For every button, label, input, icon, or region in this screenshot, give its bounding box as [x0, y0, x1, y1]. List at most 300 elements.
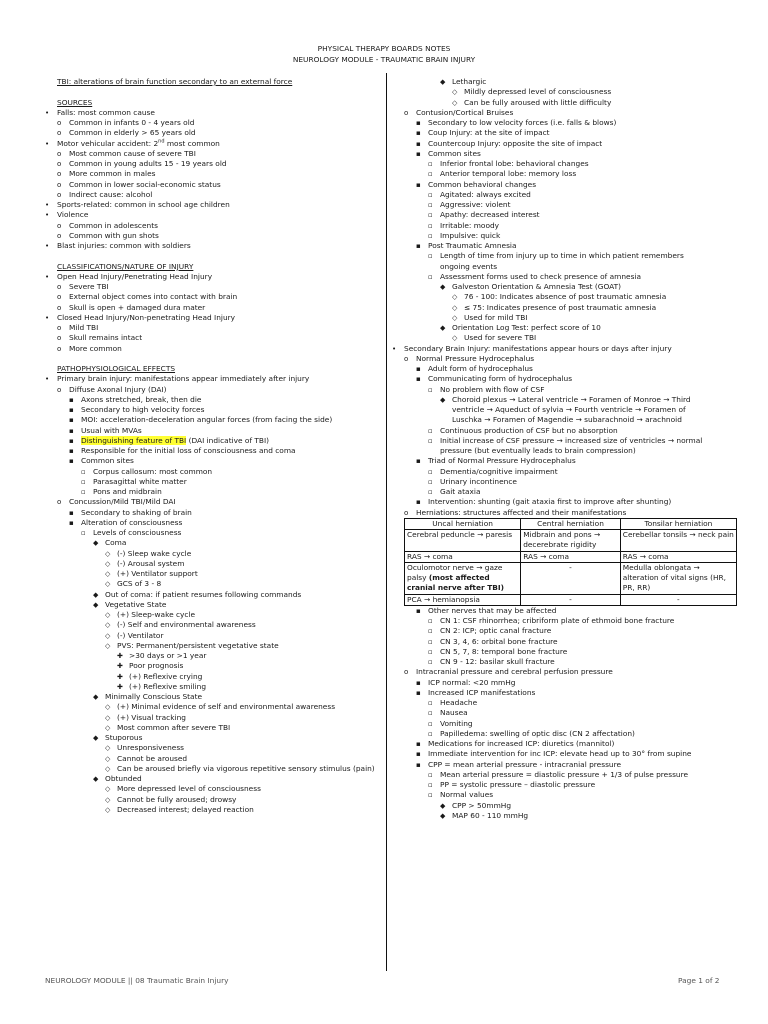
- text-segment: Common sites: [428, 148, 481, 158]
- bullet-icon: [428, 467, 433, 477]
- table-cell: RAS → coma: [521, 551, 621, 562]
- text-segment: Immediate intervention for inc ICP: elevate head up to 30° from supine: [428, 749, 692, 759]
- bullet-icon: [416, 180, 421, 190]
- list-item-text: [69, 323, 98, 333]
- bullet-icon: [416, 364, 421, 374]
- text-segment: Skull is open + damaged dura mater: [69, 302, 206, 312]
- list-item-text: [81, 436, 269, 446]
- list-item: [392, 739, 737, 749]
- list-item-text: [464, 333, 536, 343]
- list-item: [392, 446, 737, 456]
- list-item-text: [57, 364, 175, 374]
- list-item-text: [404, 344, 672, 354]
- text-segment: (+) Visual tracking: [117, 712, 186, 722]
- list-item: [392, 364, 737, 374]
- list-item-text: [81, 395, 201, 405]
- list-item-text: [81, 456, 134, 466]
- list-item-text: [464, 292, 666, 302]
- text-segment: MOI: acceleration-deceleration angular forces (from facing the side): [81, 415, 333, 425]
- list-item-text: [464, 313, 527, 323]
- list-item: [392, 395, 737, 405]
- spacer: [45, 354, 380, 364]
- bullet-icon: [105, 620, 110, 630]
- text-segment: Pons and midbrain: [93, 487, 162, 496]
- list-item-text: [57, 374, 309, 384]
- table-row: [405, 551, 737, 562]
- list-item-text: [69, 118, 194, 128]
- text-segment: Vomiting: [440, 718, 473, 728]
- bullet-icon: [428, 385, 433, 395]
- text-segment: Can be aroused briefly via vigorous repetitive sensory stimulus (pain): [117, 763, 375, 773]
- table-cell: RAS → coma: [620, 551, 736, 562]
- table-row: [405, 594, 737, 605]
- bullet-icon: [57, 344, 61, 354]
- list-item: [45, 282, 380, 292]
- list-item-text: [428, 241, 517, 251]
- text-segment: Secondary to high velocity forces: [81, 405, 205, 414]
- bullet-icon: [105, 723, 110, 733]
- bullet-icon: [428, 616, 433, 626]
- list-item-text: [428, 688, 535, 698]
- list-item: [45, 764, 380, 774]
- bullet-icon: [440, 77, 445, 87]
- text-segment: (-) Ventilator: [117, 630, 164, 640]
- list-item: [45, 210, 380, 220]
- spacer: [45, 251, 380, 261]
- bullet-icon: [93, 600, 98, 610]
- right-column: [392, 77, 737, 821]
- list-item: [45, 682, 380, 692]
- text-segment: Countercoup Injury: opposite the site of impact: [428, 138, 603, 148]
- bullet-icon: [416, 606, 421, 616]
- list-item: [45, 180, 380, 190]
- list-item-text: [117, 764, 375, 774]
- text-segment: (-) Self and environmental awareness: [117, 620, 256, 630]
- text-segment: Motor vehicular accident: 2: [57, 138, 159, 148]
- list-item: [45, 754, 380, 764]
- text-segment: Galveston Orientation & Amnesia Test (GOAT): [452, 282, 622, 291]
- list-item: [392, 200, 737, 210]
- list-item: [392, 456, 737, 466]
- text-segment: Most common after severe TBI: [117, 722, 231, 732]
- bullet-icon: [452, 87, 457, 97]
- bullet-icon: [416, 749, 421, 759]
- list-item-text: [428, 497, 671, 507]
- list-item: [392, 616, 737, 626]
- list-item-text: [440, 426, 618, 436]
- text-segment: More common in males: [69, 169, 156, 179]
- text-segment: (-) Sleep wake cycle: [117, 548, 192, 558]
- list-item-text: [452, 282, 621, 292]
- list-item: [45, 651, 380, 661]
- list-item: [392, 272, 737, 282]
- list-item-text: [69, 333, 142, 343]
- list-item-text: [440, 719, 473, 729]
- bullet-icon: [428, 780, 433, 790]
- bullet-icon: [93, 692, 98, 702]
- list-item-text: [57, 210, 88, 220]
- list-item-text: [69, 149, 196, 159]
- text-segment: Concussion/Mild TBI/Mild DAI: [69, 497, 176, 507]
- list-item: [392, 385, 737, 395]
- text-segment: PATHOPHYSIOLOGICAL EFFECTS: [57, 364, 176, 373]
- text-segment: Adult form of hydrocephalus: [428, 364, 533, 373]
- bullet-icon: [428, 719, 433, 729]
- list-item: [392, 477, 737, 487]
- table-header-cell: Central herniation: [521, 518, 621, 529]
- text-segment: Secondary to low velocity forces (i.e. falls & blows): [428, 118, 617, 127]
- text-segment: Common in adolescents: [69, 220, 158, 230]
- bullet-icon: [57, 303, 61, 313]
- list-item: [392, 374, 737, 384]
- bullet-icon: [416, 374, 421, 384]
- bullet-icon: [93, 538, 98, 548]
- table-cell: -: [521, 562, 621, 594]
- list-item: [392, 169, 737, 179]
- bullet-icon: [440, 323, 445, 333]
- bullet-icon: [45, 272, 49, 282]
- bullet-icon: [392, 344, 396, 354]
- bullet-icon: [428, 200, 433, 210]
- text-segment: Mean arterial pressure = diastolic pressure + 1/3 of pulse pressure: [440, 769, 689, 779]
- list-item: [45, 610, 380, 620]
- list-item-text: [81, 405, 204, 415]
- text-segment: Contusion/Cortical Bruises: [416, 107, 514, 117]
- bullet-icon: [416, 497, 421, 507]
- bullet-icon: [440, 801, 445, 811]
- list-item-text: [440, 647, 567, 657]
- text-segment: Papilledema: swelling of optic disc (CN 2 affectation): [440, 728, 635, 738]
- list-item-text: [117, 569, 198, 579]
- bullet-icon: [416, 128, 421, 138]
- list-item: [392, 678, 737, 688]
- table-cell: [405, 562, 521, 594]
- text-segment: Falls: most common cause: [57, 107, 155, 117]
- list-item-text: [105, 600, 166, 610]
- text-segment: Medications for increased ICP: diuretics (mannitol): [428, 739, 615, 748]
- text-segment: (-) Arousal system: [117, 558, 185, 568]
- list-item: [392, 98, 737, 108]
- text-segment: Violence: [57, 210, 89, 220]
- list-item: [45, 405, 380, 415]
- list-item-text: [440, 467, 558, 477]
- section-heading: [45, 364, 380, 374]
- bullet-icon: [428, 657, 433, 667]
- list-item: [45, 395, 380, 405]
- list-item-text: [464, 98, 611, 108]
- list-item: [45, 272, 380, 282]
- list-item: [392, 139, 737, 149]
- list-item: [45, 128, 380, 138]
- list-item-text: [117, 784, 261, 794]
- list-item: [392, 333, 737, 343]
- list-item-text: [93, 467, 212, 477]
- text-segment: Diffuse Axonal Injury (DAI): [69, 384, 167, 394]
- text-segment: Mildly depressed level of consciousness: [464, 87, 612, 97]
- text-segment: Communicating form of hydrocephalus: [428, 374, 573, 384]
- list-item-text: [117, 549, 191, 559]
- text-segment: Open Head Injury/Penetrating Head Injury: [57, 271, 213, 281]
- list-item: [392, 698, 737, 708]
- list-item: [45, 784, 380, 794]
- list-item-text: [440, 708, 468, 718]
- bullet-icon: [57, 190, 61, 200]
- list-item: [392, 354, 737, 364]
- list-item-text: [117, 579, 161, 589]
- text-segment: PP = systolic pressure – diastolic pressure: [440, 780, 596, 789]
- list-item: [45, 231, 380, 241]
- list-item-text: [440, 698, 477, 708]
- text-segment: Cannot be fully aroused; drowsy: [117, 794, 237, 804]
- bullet-icon: [416, 456, 421, 466]
- text-segment: Post Traumatic Amnesia: [428, 241, 517, 250]
- bullet-icon: [105, 754, 110, 764]
- list-item-text: [105, 590, 301, 600]
- list-item-text: [440, 251, 684, 261]
- list-item: [45, 723, 380, 733]
- list-item: [45, 692, 380, 702]
- list-item-text: [428, 139, 602, 149]
- list-item-text: [452, 811, 528, 821]
- table-cell-text: Oculomotor nerve → gaze palsy: [407, 562, 503, 582]
- bullet-icon: [69, 426, 74, 436]
- list-item: [45, 795, 380, 805]
- bullet-icon: [105, 579, 110, 589]
- list-item: [392, 667, 737, 677]
- bullet-icon: [45, 374, 49, 384]
- list-item: [45, 221, 380, 231]
- text-segment: Vegetative State: [105, 599, 167, 609]
- list-item-text: [129, 661, 183, 671]
- list-item-text: [57, 77, 292, 87]
- bullet-icon: [452, 303, 457, 313]
- text-segment: Irritable: moody: [440, 220, 500, 230]
- bullet-icon: [57, 497, 61, 507]
- list-item: [392, 508, 737, 518]
- bullet-icon: [428, 698, 433, 708]
- list-item-text: [452, 323, 601, 333]
- list-item: [45, 385, 380, 395]
- bullet-icon: [416, 688, 421, 698]
- list-item: [45, 518, 380, 528]
- list-item-text: [69, 303, 205, 313]
- text-segment: Levels of consciousness: [93, 528, 182, 537]
- text-segment: Agitated: always excited: [440, 189, 531, 199]
- text-segment: CLASSIFICATIONS/NATURE OF INJURY: [57, 261, 194, 271]
- text-segment: Can be fully aroused with little difficulty: [464, 97, 612, 107]
- list-item-text: [57, 108, 155, 118]
- bullet-icon: [105, 610, 110, 620]
- text-segment: Orientation Log Test: perfect score of 10: [452, 323, 601, 332]
- list-item: [392, 770, 737, 780]
- list-item: [45, 774, 380, 784]
- list-item-text: [440, 159, 589, 169]
- list-item-text: [57, 200, 230, 210]
- table-cell-bold-note: (most affected cranial nerve after TBI): [407, 573, 504, 593]
- list-item: [45, 528, 380, 538]
- list-item-text: [440, 790, 493, 800]
- right-column-bottom: [392, 606, 737, 821]
- text-segment: More common: [69, 343, 122, 353]
- text-segment: Used for mild TBI: [464, 312, 528, 322]
- list-item: [45, 149, 380, 159]
- bullet-icon: [105, 569, 110, 579]
- list-item: [45, 333, 380, 343]
- text-segment: Common in young adults 15 - 19 years old: [69, 159, 227, 168]
- text-segment: Obtunded: [105, 774, 142, 783]
- text-segment: Cannot be aroused: [117, 753, 188, 763]
- bullet-icon: [416, 149, 421, 159]
- list-item: [45, 661, 380, 671]
- bullet-icon: [57, 282, 61, 292]
- text-segment: CN 3, 4, 6: orbital bone fracture: [440, 636, 558, 646]
- text-segment: ≤ 75: Indicates presence of post traumatic amnesia: [464, 302, 657, 312]
- bullet-icon: [69, 395, 74, 405]
- text-segment: Common with gun shots: [69, 230, 159, 240]
- bullet-icon: [416, 739, 421, 749]
- bullet-icon: [428, 159, 433, 169]
- text-segment: CN 9 - 12: basilar skull fracture: [440, 657, 555, 666]
- list-item-text: [440, 436, 702, 446]
- list-item-text: [57, 98, 92, 108]
- list-item: [392, 118, 737, 128]
- list-item: [392, 708, 737, 718]
- list-item: [45, 292, 380, 302]
- text-segment: Triad of Normal Pressure Hydrocephalus: [428, 456, 576, 466]
- text-segment: Blast injuries: common with soldiers: [57, 241, 191, 250]
- text-segment: Continuous production of CSF but no absorption: [440, 425, 618, 435]
- list-item: [45, 702, 380, 712]
- text-segment: >30 days or >1 year: [129, 651, 207, 660]
- list-item-text: [117, 795, 236, 805]
- list-item-text: [440, 262, 497, 272]
- list-item-text: [117, 702, 335, 712]
- list-item-text: [440, 487, 480, 497]
- list-item-text: [440, 190, 531, 200]
- bullet-icon: [45, 313, 49, 323]
- bullet-icon: [428, 231, 433, 241]
- text-segment: Normal values: [440, 790, 494, 800]
- bullet-icon: [440, 395, 445, 405]
- bullet-icon: [416, 678, 421, 688]
- section-heading: [45, 98, 380, 108]
- list-item-text: [440, 770, 688, 780]
- list-item: [45, 538, 380, 548]
- list-item: [45, 508, 380, 518]
- list-item-text: [428, 149, 481, 159]
- text-segment: CPP = mean arterial pressure - intracranial pressure: [428, 759, 622, 769]
- list-item-text: [69, 159, 227, 169]
- text-segment: Poor prognosis: [129, 661, 184, 671]
- list-item-text: [440, 626, 551, 636]
- list-item-text: [105, 692, 202, 702]
- list-item-text: [69, 497, 176, 507]
- list-item-text: [93, 528, 181, 538]
- list-item-text: [416, 667, 613, 677]
- bullet-icon: [69, 508, 74, 518]
- table-cell: Cerebellar tonsils → neck pain: [620, 530, 736, 552]
- table-row: [405, 530, 737, 552]
- list-item: [45, 456, 380, 466]
- bullet-icon: [69, 436, 74, 446]
- list-item-text: [428, 739, 614, 749]
- text-segment: Common in lower social-economic status: [69, 179, 221, 189]
- bullet-icon: [57, 231, 61, 241]
- text-segment: CN 5, 7, 8: temporal bone fracture: [440, 646, 568, 656]
- bullet-icon: [93, 774, 98, 784]
- list-item: [392, 729, 737, 739]
- list-item: [392, 344, 737, 354]
- list-item-text: [69, 180, 221, 190]
- bullet-icon: [428, 626, 433, 636]
- bullet-icon: [428, 708, 433, 718]
- bullet-icon: [440, 811, 445, 821]
- spacer: [45, 87, 380, 97]
- text-segment: Responsible for the initial loss of consciousness and coma: [81, 446, 296, 455]
- list-item: [392, 292, 737, 302]
- text-segment: Length of time from injury up to time in which patient remembers: [440, 251, 684, 261]
- list-item: [392, 487, 737, 497]
- list-item: [392, 210, 737, 220]
- bullet-icon: [440, 282, 445, 292]
- table-header-cell: Uncal herniation: [405, 518, 521, 529]
- list-item: [392, 87, 737, 97]
- bullet-icon: [57, 118, 61, 128]
- table-cell: Medulla oblongata → alteration of vital signs (HR, PR, RR): [620, 562, 736, 594]
- list-item-text: [117, 641, 279, 651]
- bullet-icon: [105, 549, 110, 559]
- text-segment: Choroid plexus → Lateral ventricle → Foramen of Monroe → Third: [452, 394, 691, 404]
- bullet-icon: [428, 221, 433, 231]
- list-item-text: [57, 272, 212, 282]
- text-segment: Usual with MVAs: [81, 425, 142, 435]
- list-item-text: [69, 344, 122, 354]
- list-item-text: [440, 477, 517, 487]
- text-segment: Lethargic: [452, 77, 487, 86]
- bullet-icon: [428, 436, 433, 446]
- list-item: [45, 415, 380, 425]
- list-item-text: [105, 538, 126, 548]
- bullet-icon: [57, 323, 61, 333]
- bullet-icon: [428, 477, 433, 487]
- list-item: [392, 801, 737, 811]
- list-item: [45, 713, 380, 723]
- bullet-icon: [452, 333, 457, 343]
- list-item-text: [428, 749, 691, 759]
- list-item: [45, 436, 380, 446]
- list-item: [45, 631, 380, 641]
- list-item: [392, 657, 737, 667]
- text-segment: (+) Minimal evidence of self and environmental awareness: [117, 702, 336, 712]
- list-item: [45, 559, 380, 569]
- list-item-text: [129, 682, 206, 692]
- text-segment: Coma: [105, 538, 127, 548]
- list-item: [392, 128, 737, 138]
- list-item: [392, 159, 737, 169]
- list-item: [45, 108, 380, 118]
- text-segment: Common sites: [81, 456, 134, 466]
- bullet-icon: [416, 760, 421, 770]
- list-item: [392, 719, 737, 729]
- bullet-icon: [81, 528, 86, 538]
- list-item: [45, 118, 380, 128]
- bullet-icon: [428, 169, 433, 179]
- text-segment: Other nerves that may be affected: [428, 605, 557, 615]
- list-item-text: [440, 231, 500, 241]
- bullet-icon: [105, 764, 110, 774]
- bullet-icon: [69, 415, 74, 425]
- highlighted-text: Distinguishing feature of TBI: [81, 435, 187, 445]
